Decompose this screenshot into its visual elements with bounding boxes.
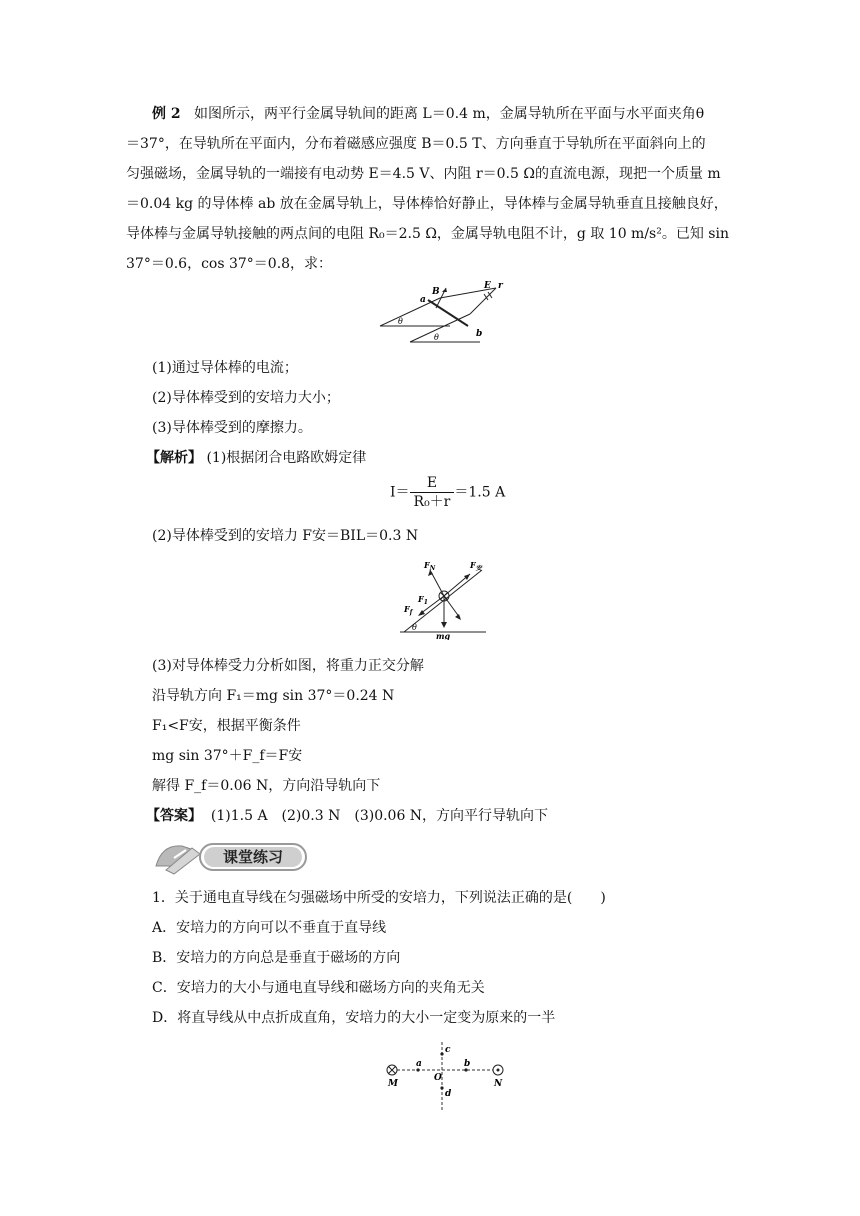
question-1: (1)通过导体棒的电流； — [152, 360, 298, 376]
rails-diagram — [376, 278, 516, 348]
answer-tag: 【答案】 — [146, 808, 202, 824]
practice-badge — [152, 836, 312, 878]
solution-text-1: (1)根据闭合电路欧姆定律 — [206, 450, 367, 466]
solution-line-4: 沿导轨方向 F₁＝mg sin 37°＝0.24 N — [152, 688, 395, 704]
solution-line-1 — [146, 448, 366, 468]
fig2-label-F1: F — [418, 594, 424, 604]
example-line-1 — [152, 104, 704, 124]
solution-line-5: F₁<F安，根据平衡条件 — [152, 718, 301, 734]
fig2-label-mg: mg — [436, 631, 451, 640]
fig1-label-E: E — [484, 281, 491, 291]
svg-text:F1 — [417, 594, 428, 606]
current-formula — [390, 474, 505, 511]
example-line-2: ＝37°，在导轨所在平面内，分布着磁感应强度 B＝0.5 T、方向垂直于导轨所在平面斜向上的 — [126, 136, 706, 152]
answer-line — [146, 806, 548, 826]
formula-lhs: I＝ — [390, 484, 410, 501]
solution-line-3: (3)对导体棒受力分析如图，将重力正交分解 — [152, 658, 424, 674]
answer-text: (1)1.5 A (2)0.3 N (3)0.06 N，方向平行导轨向下 — [210, 808, 549, 824]
fig3-label-d: d — [445, 1089, 452, 1099]
example-line-6: 37°＝0.6，cos 37°＝0.8，求： — [126, 256, 333, 272]
wires-diagram — [380, 1040, 510, 1112]
fig3-label-a: a — [416, 1059, 422, 1069]
fig3-label-M: M — [388, 1079, 398, 1089]
fig2-label-Fan-sub: 安 — [475, 565, 482, 572]
fig1-label-a: a — [420, 295, 426, 305]
svg-text:FN — [423, 560, 436, 572]
example-line-4: ＝0.04 kg 的导体棒 ab 放在金属导轨上，导体棒恰好静止，导体棒与金属导轨垂直且接触良好， — [126, 196, 728, 212]
svg-text:Ff — [403, 604, 414, 616]
fig2-label-F1-sub: 1 — [423, 599, 428, 606]
practice-question: 1．关于通电直导线在匀强磁场中所受的安培力，下列说法正确的是( ) — [152, 890, 606, 906]
solution-line-6: mg sin 37°＋F_f＝F安 — [152, 748, 303, 764]
solution-line-7: 解得 F_f＝0.06 N，方向沿导轨向下 — [152, 778, 381, 794]
option-a: A．安培力的方向可以不垂直于直导线 — [152, 920, 387, 936]
example-line-3: 匀强磁场，金属导轨的一端接有电动势 E＝4.5 V、内阻 r＝0.5 Ω的直流电源，现把一个质量 m — [126, 166, 721, 182]
fig1-label-theta-2: θ — [434, 333, 439, 342]
example-label: 例 2 — [152, 106, 181, 122]
svg-text:F安 — [469, 560, 483, 572]
practice-badge-label: 课堂练习 — [222, 848, 284, 866]
badge-icon — [156, 846, 200, 874]
fig2-label-theta: θ — [412, 623, 417, 632]
force-diagram — [398, 556, 488, 640]
fig3-label-O: O — [434, 1073, 442, 1083]
option-c: C．安培力的大小与通电直导线和磁场方向的夹角无关 — [152, 980, 485, 996]
example-line-5: 导体棒与金属导轨接触的两点间的电阻 R₀＝2.5 Ω，金属导轨电阻不计，g 取 10 m/s²。已知 sin — [126, 226, 729, 242]
question-3: (3)导体棒受到的摩擦力。 — [152, 420, 312, 436]
fig3-label-c: c — [445, 1045, 451, 1055]
fig1-label-b: b — [476, 329, 483, 339]
formula-rhs: ＝1.5 A — [454, 484, 506, 501]
example-text-1: 如图所示，两平行金属导轨间的距离 L＝0.4 m，金属导轨所在平面与水平面夹角θ — [193, 106, 705, 122]
option-b: B．安培力的方向总是垂直于磁场的方向 — [152, 950, 401, 966]
fig3-label-b: b — [464, 1059, 471, 1069]
fig2-label-Fan: F — [470, 560, 476, 570]
solution-line-2: (2)导体棒受到的安培力 F安＝BIL＝0.3 N — [152, 528, 419, 544]
fig1-label-theta-1: θ — [398, 317, 403, 326]
question-2: (2)导体棒受到的安培力大小； — [152, 390, 340, 406]
fig1-label-B: B — [432, 287, 440, 297]
fig2-label-FN-sub: N — [429, 565, 436, 572]
solution-tag: 【解析】 — [146, 450, 202, 466]
fig2-label-Ff-sub: f — [409, 609, 413, 616]
formula-numerator: E — [410, 474, 455, 493]
fig2-label-FN: F — [424, 560, 430, 570]
formula-denominator: R₀＋r — [413, 494, 451, 510]
fig1-label-r: r — [498, 281, 503, 291]
option-d: D．将直导线从中点折成直角，安培力的大小一定变为原来的一半 — [152, 1010, 556, 1026]
formula-fraction — [410, 474, 455, 511]
fig2-label-Ff: F — [404, 604, 410, 614]
fig3-label-N: N — [494, 1079, 503, 1089]
